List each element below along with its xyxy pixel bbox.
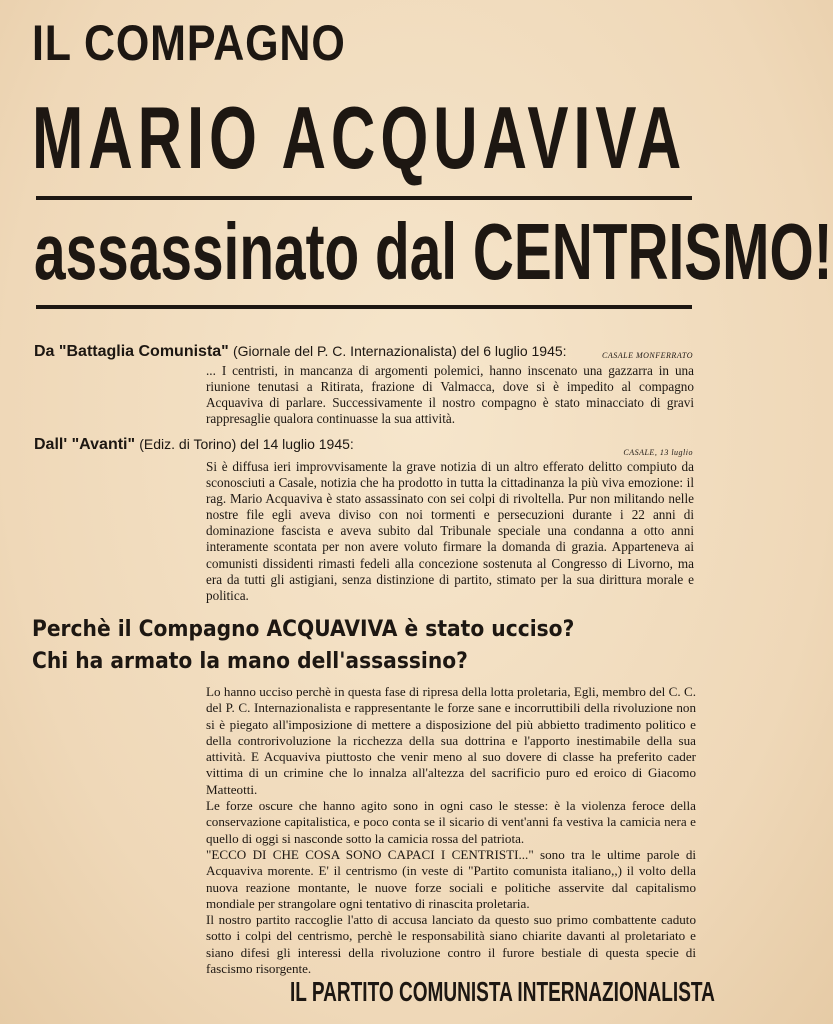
source1-paragraph: ... I centristi, in mancanza di argomenti polemici, hanno inscenato una gazzarra in una riunione tenutasi a Ritirata, frazione di Valmacca, dove si è impedito al compagno Acquaviva di parlare. Successivamente il nostro compagno è stato minacciato di gravi rappresaglie qualora continuasse la sua attività. [206, 363, 694, 427]
body-paragraph-3: "ECCO DI CHE COSA SONO CAPACI I CENTRISTI..." sono tra le ultime parole di Acquaviva morente. E' il centrismo (in veste di "Partito comunista italiano,,) il volto della nuova reazione montante, le nuove forze sociali e politiche asservite dal capitalismo mondiale per strangolare ogni tentativo di rinascita proletaria. [206, 846, 696, 911]
headline-line3: assassinato dal CENTRISMO! [34, 207, 833, 296]
headline-name: MARIO ACQUAVIVA [32, 88, 687, 187]
body-paragraph-2: Le forze oscure che hanno agito sono in ogni caso le stesse: è la violenza feroce della conservazione capitalistica, e poco conta se il sicario di vent'anni fa vestiva la camicia nera e quello di oggi si nasconde sotto la camicia rossa del patriota. [206, 798, 696, 846]
source2-name: Dall' "Avanti" [34, 436, 136, 453]
divider-top [36, 196, 692, 200]
source1-text [206, 363, 694, 427]
divider-bottom [36, 305, 692, 309]
source2-dateline: CASALE, 13 luglio [623, 448, 693, 457]
main-body [206, 684, 696, 977]
body-paragraph-1: Lo hanno ucciso perchè in questa fase di ripresa della lotta proletaria, Egli, membro del C. C. del P. C. Internazionalista e rappresentante le forze sane e incorruttibili della rivoluzione non si è piegato all'imposizione di mettere a disposizione del più abbietto tradimento politico e della controrivoluzione la ricchezza della sua dottrina e l'apporto inestimabile della sua attività. E Acquaviva piuttosto che venir meno al suo dovere di classe ha preferito cader vittima di un crimine che lo innalza all'altezza del sacrificio puro ed eroico di Giacomo Matteotti. [206, 684, 696, 797]
source1-name: Da "Battaglia Comunista" [34, 343, 229, 360]
source2-text [206, 459, 694, 604]
source2-paragraph: Si è diffusa ieri improvvisamente la grave notizia di un altro efferato delitto compiuto da sconosciuti a Casale, notizia che ha prodotto in tutta la cittadinanza la più viva emozione: il rag. Mario Acquaviva è stato assassinato con sei colpi di rivoltella. Pur non militando nelle nostre file egli aveva diviso con noi tormenti e persecuzioni durante i 22 anni di dominazione fascista e aveva subito dal Tribunale speciale una condanna a otto anni interamente scontata per non avere voluto firmare la domanda di grazia. Apparteneva ai comunisti dissidenti rimasti fedeli alla concezione sostenuta al Congresso di Livorno, ma era da tutti gli astigiani, senza distinzione di partito, stimato per la sua dirittura morale e politica. [206, 459, 694, 603]
source1-heading [34, 343, 567, 361]
source1-detail: (Giornale del P. C. Internazionalista) del 6 luglio 1945: [232, 343, 567, 359]
source2-detail: (Ediz. di Torino) del 14 luglio 1945: [139, 436, 354, 452]
signature: IL PARTITO COMUNISTA INTERNAZIONALISTA [290, 976, 715, 1007]
source2-heading [34, 436, 354, 454]
question-line2: Chi ha armato la mano dell'assassino? [32, 649, 468, 674]
question-line1: Perchè il Compagno ACQUAVIVA è stato ucciso? [32, 617, 575, 642]
body-paragraph-4: Il nostro partito raccoglie l'atto di accusa lanciato da questo suo primo combattente caduto sotto i colpi del centrismo, perchè le responsabilità siano chiarite davanti al proletariato e siano difesi gli interessi della rivoluzione contro il furore bestiale di questa specie di fascismo risorgente. [206, 912, 696, 977]
headline-line1: IL COMPAGNO [32, 15, 346, 71]
source1-dateline: CASALE MONFERRATO [602, 351, 693, 360]
